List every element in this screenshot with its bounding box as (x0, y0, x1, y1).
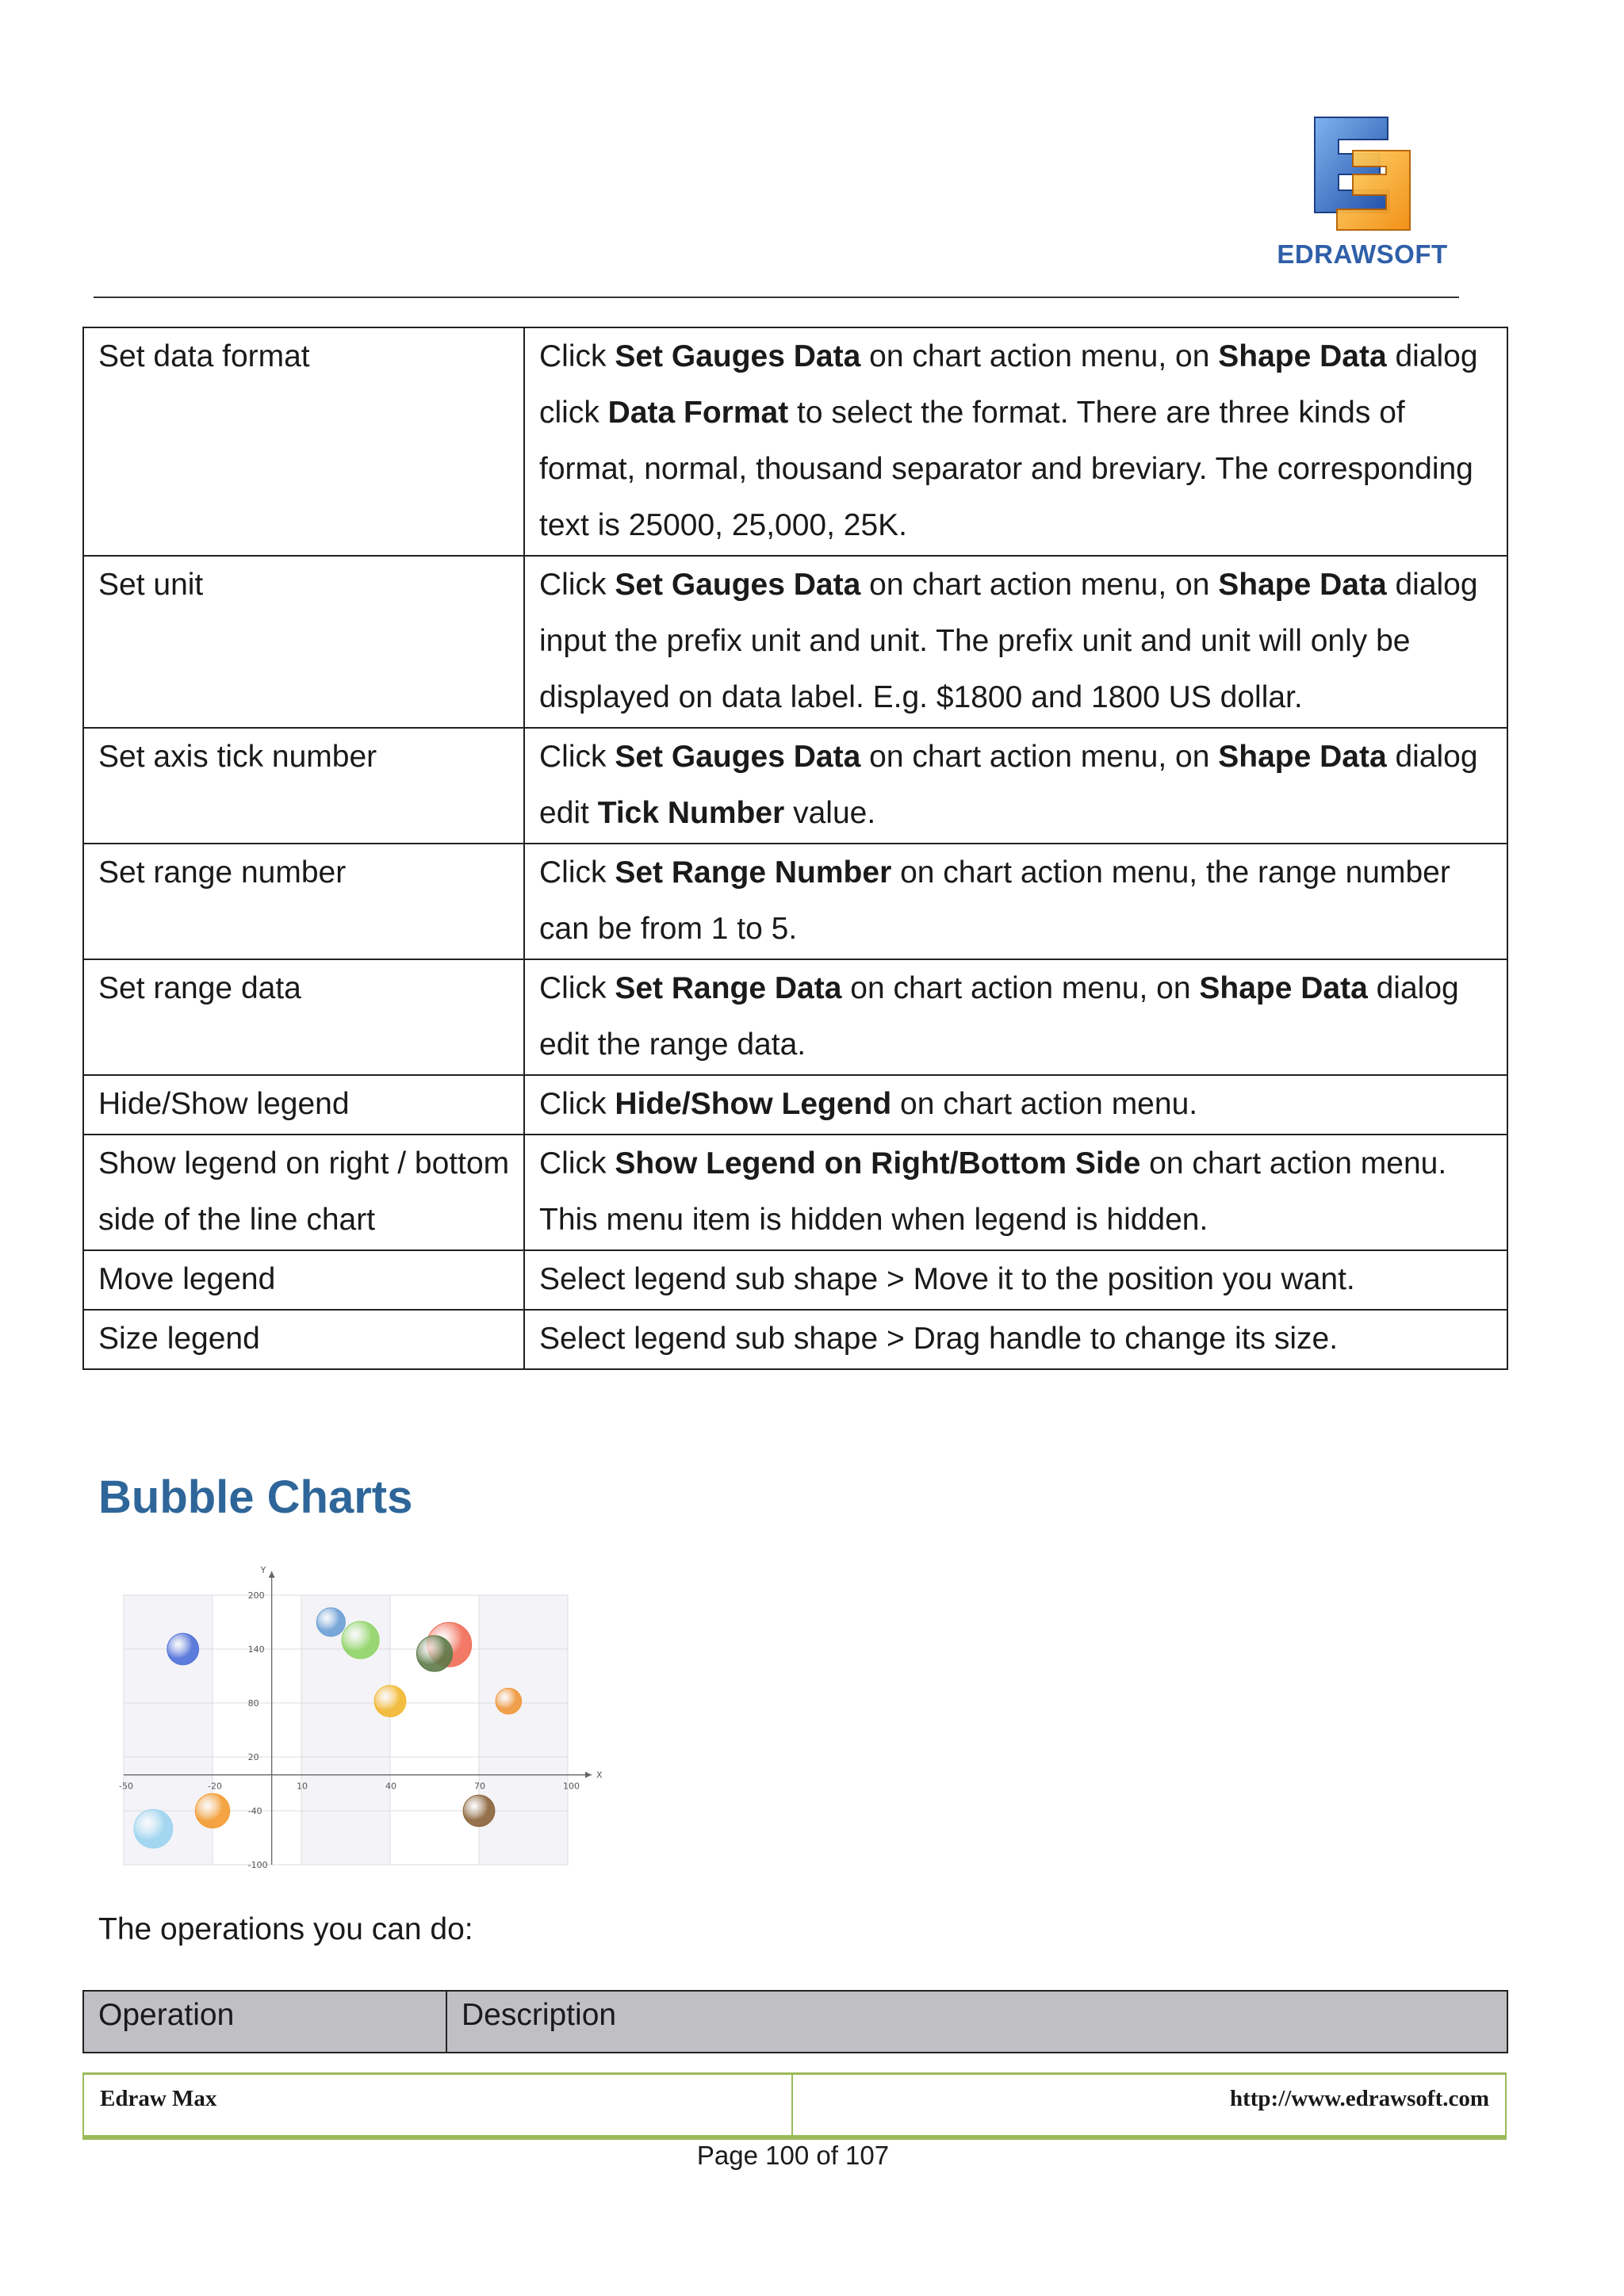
y-tick-label: 80 (247, 1698, 259, 1709)
bubble-chart-svg (108, 1563, 603, 1881)
bubble (374, 1686, 406, 1717)
page-footer (82, 2072, 1507, 2140)
operation-cell: Set range number (83, 844, 524, 959)
description-text: dialog edit the range data. (539, 971, 1459, 1062)
bubble (316, 1608, 345, 1636)
plot-band (213, 1595, 301, 1865)
operations-table (82, 327, 1508, 1370)
description-cell (524, 1250, 1507, 1310)
description-text: on chart action menu, on (860, 568, 1219, 602)
section-title: Bubble Charts (98, 1471, 413, 1523)
description-text: Select legend sub shape > Move it to the position you want. (539, 1262, 1355, 1296)
description-text: Click (539, 1087, 615, 1121)
description-bold-term: Data Format (607, 396, 789, 430)
description-bold-term: Shape Data (1199, 971, 1368, 1005)
header-operation: Operation (83, 1991, 446, 2053)
description-text: Click (539, 339, 615, 373)
footer-left-cell (82, 2075, 793, 2135)
description-cell (524, 728, 1507, 844)
bubble (416, 1636, 452, 1671)
description-bold-term: Set Range Data (615, 971, 842, 1005)
bubble-operations-table (82, 1990, 1508, 2053)
description-cell (524, 1135, 1507, 1250)
operation-cell: Show legend on right / bottom side of the line chart (83, 1135, 524, 1250)
description-text: on chart action menu, on (860, 339, 1219, 373)
description-text: Click (539, 740, 615, 774)
bubble (496, 1688, 522, 1714)
description-text: on chart action menu, on (860, 740, 1219, 774)
y-tick-label: 20 (247, 1752, 259, 1762)
bubble (195, 1793, 229, 1827)
description-text: Click (539, 568, 615, 602)
description-cell (524, 844, 1507, 959)
table-header-row (83, 1991, 1507, 2053)
description-text: on chart action menu, the range number can be from 1 to 5. (539, 855, 1450, 946)
table-row (83, 556, 1507, 728)
x-axis-label: X (596, 1770, 603, 1781)
footer-right-cell (791, 2075, 1507, 2135)
table-row (83, 1075, 1507, 1135)
header-description: Description (446, 1991, 1507, 2053)
description-text: on chart action menu. This menu item is hidden when legend is hidden. (539, 1146, 1447, 1237)
table-row (83, 1310, 1507, 1369)
description-bold-term: Shape Data (1218, 568, 1387, 602)
header-divider (94, 297, 1459, 298)
intro-text: The operations you can do: (98, 1912, 473, 1946)
page-number: Page 100 of 107 (696, 2141, 890, 2170)
description-text: Click (539, 971, 615, 1005)
logo-mark-icon (1267, 111, 1457, 238)
description-text: to select the format. There are three kinds of format, normal, thousand separator and breviary. The corresponding text is 25000, 25,000, 25K. (539, 396, 1473, 542)
description-cell (524, 556, 1507, 728)
operation-cell: Set axis tick number (83, 728, 524, 844)
operation-cell: Move legend (83, 1250, 524, 1310)
x-tick-label: 70 (474, 1781, 485, 1792)
x-tick-label: 10 (297, 1781, 308, 1792)
operation-cell: Set unit (83, 556, 524, 728)
operation-cell: Size legend (83, 1310, 524, 1369)
footer-url[interactable]: http://www.edrawsoft.com (1229, 2086, 1489, 2111)
operation-cell: Set range data (83, 959, 524, 1075)
bubble (342, 1621, 379, 1659)
description-bold-term: Show Legend on Right/Bottom Side (615, 1146, 1141, 1181)
table-row (83, 959, 1507, 1075)
edrawsoft-logo (1267, 111, 1457, 277)
table-row (83, 844, 1507, 959)
x-tick-label: -50 (119, 1781, 133, 1792)
description-text: dialog click (539, 339, 1478, 430)
x-tick-label: 100 (563, 1781, 580, 1792)
table-row (83, 1250, 1507, 1310)
description-bold-term: Set Gauges Data (615, 339, 861, 373)
y-tick-label: -100 (247, 1860, 268, 1870)
description-text: Click (539, 1146, 615, 1181)
description-bold-term: Set Gauges Data (615, 568, 861, 602)
description-cell (524, 327, 1507, 556)
y-tick-label: 140 (247, 1644, 265, 1655)
y-tick-label: 200 (247, 1590, 265, 1601)
x-tick-label: 40 (385, 1781, 396, 1792)
bubble (134, 1809, 173, 1848)
description-cell (524, 1075, 1507, 1135)
table-row (83, 728, 1507, 844)
description-text: dialog input the prefix unit and unit. The prefix unit and unit will only be displayed on data label. E.g. $1800 and 1800 US dollar. (539, 568, 1478, 714)
bubble-chart (108, 1563, 603, 1885)
table-row (83, 1135, 1507, 1250)
description-cell (524, 1310, 1507, 1369)
operation-cell: Hide/Show legend (83, 1075, 524, 1135)
x-axis-arrow (585, 1772, 592, 1778)
description-bold-term: Shape Data (1218, 339, 1387, 373)
description-text: Select legend sub shape > Drag handle to change its size. (539, 1322, 1339, 1356)
y-axis-arrow (269, 1571, 275, 1578)
description-text: on chart action menu, on (841, 971, 1200, 1005)
description-bold-term: Set Gauges Data (615, 740, 861, 774)
y-tick-label: -40 (247, 1806, 262, 1816)
bubble (463, 1795, 495, 1827)
operations-table-body (83, 327, 1507, 1369)
description-text: value. (784, 796, 876, 830)
description-bold-term: Shape Data (1218, 740, 1387, 774)
description-text: Click (539, 855, 615, 890)
description-bold-term: Set Range Number (615, 855, 892, 890)
description-text: dialog edit (539, 740, 1478, 830)
description-cell (524, 959, 1507, 1075)
y-axis-label: Y (260, 1565, 266, 1575)
logo-text: EDRAWSOFT (1277, 239, 1448, 269)
operation-cell: Set data format (83, 327, 524, 556)
description-bold-term: Hide/Show Legend (615, 1087, 892, 1121)
description-text: on chart action menu. (891, 1087, 1198, 1121)
bubble (167, 1633, 199, 1665)
x-tick-label: -20 (208, 1781, 222, 1792)
table-row (83, 327, 1507, 556)
description-bold-term: Tick Number (597, 796, 785, 830)
footer-product: Edraw Max (100, 2086, 217, 2111)
